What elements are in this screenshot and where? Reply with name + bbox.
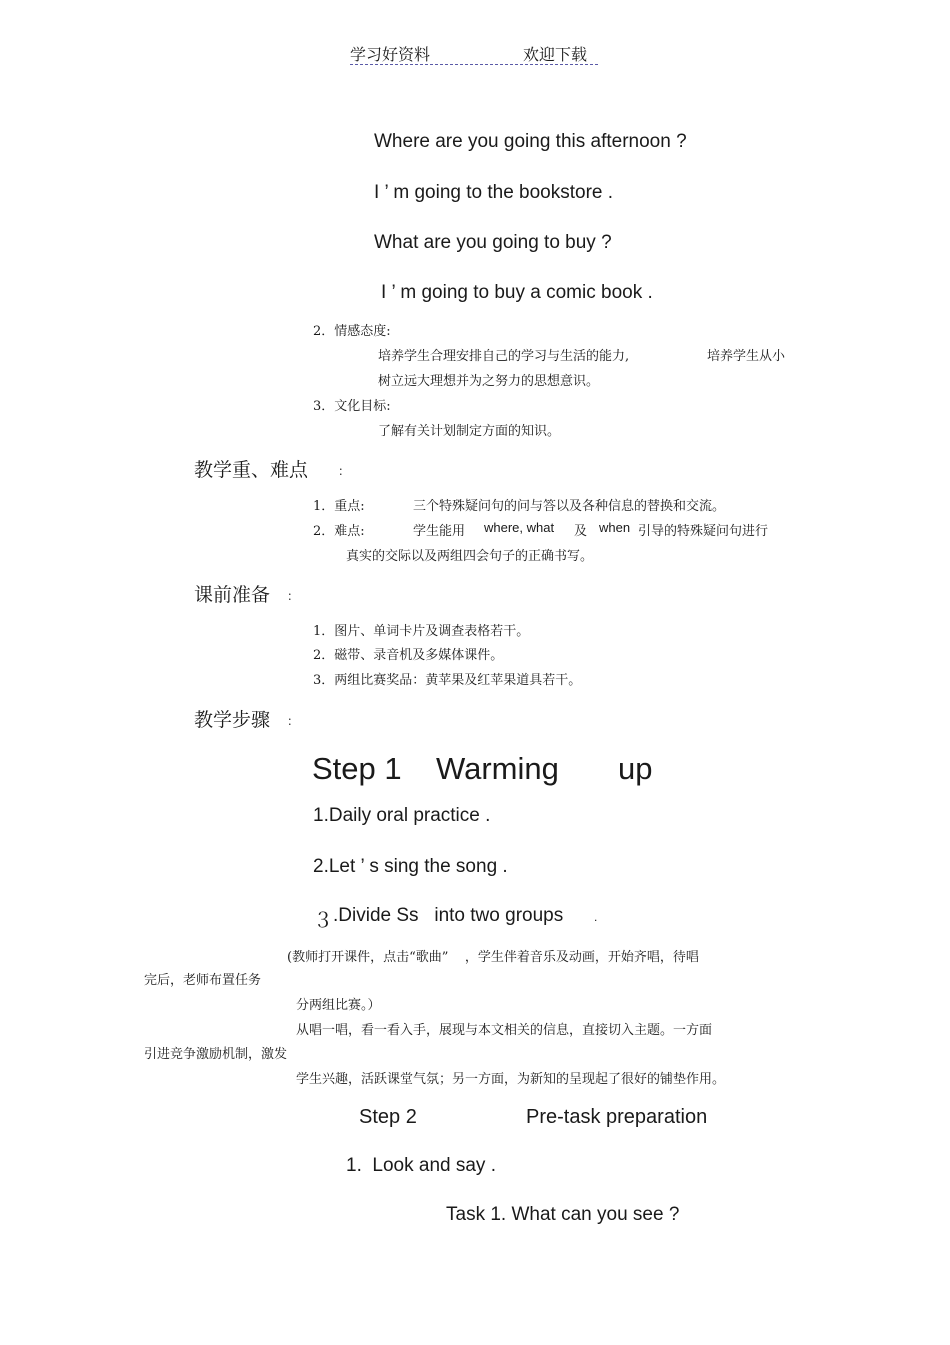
- step2-label: Step 2: [359, 1106, 417, 1128]
- header-dashed-underline: [350, 64, 598, 65]
- header-left: 学习好资料: [350, 45, 431, 64]
- header-right: 欢迎下载: [523, 45, 588, 64]
- note-p1-line1: (教师打开课件，点击“歌曲” ，学生伴着音乐及动画，开始齐唱，待唱: [287, 950, 699, 965]
- step1-item-2: 2.Let ’ s sing the song .: [313, 856, 508, 877]
- key-point-2-b: where, what: [484, 520, 555, 535]
- note-p1-line2: 完后，老师布置任务: [144, 973, 262, 988]
- dialogue-line-2: I ’ m going to the bookstore .: [374, 182, 614, 203]
- preparation-item-2: 2．磁带、录音机及多媒体课件。: [313, 648, 504, 663]
- step1-word1: Warming: [436, 751, 559, 786]
- culture-line1: 了解有关计划制定方面的知识。: [378, 424, 561, 439]
- steps-colon: ：: [287, 714, 300, 728]
- key-point-2-line2: 真实的交际以及两组四会句子的正确书写。: [346, 549, 594, 564]
- key-point-1-text: 三个特殊疑问句的问与答以及各种信息的替换和交流。: [413, 499, 726, 514]
- key-point-2-a: 学生能用: [413, 524, 466, 539]
- note-p1-line3: 分两组比赛。）: [296, 998, 381, 1013]
- step1-word2: up: [618, 751, 653, 786]
- emotion-line2: 树立远大理想并为之努力的思想意识。: [378, 374, 600, 389]
- key-points-colon: ：: [338, 464, 351, 478]
- note-p2-line1: 从唱一唱，看一看入手，展现与本文相关的信息，直接切入主题。一方面: [296, 1023, 713, 1038]
- step2-item-1: 1. Look and say .: [346, 1155, 496, 1176]
- emotion-line1b: 培养学生从小: [707, 349, 786, 364]
- key-point-2-d: when: [599, 520, 631, 535]
- key-points-heading: 教学重、难点: [194, 459, 309, 481]
- preparation-item-3: 3．两组比赛奖品：黄苹果及红苹果道具若干。: [313, 673, 582, 688]
- step1-item-3-num: ３: [313, 908, 333, 932]
- key-point-2-label: 2．难点:: [313, 524, 365, 539]
- key-point-2-c: 及: [574, 524, 588, 539]
- preparation-colon: ：: [287, 589, 300, 603]
- note-p2-line3: 学生兴趣，活跃课堂气氛；另一方面，为新知的呈现起了很好的铺垫作用。: [296, 1072, 726, 1087]
- step1-item-1: 1.Daily oral practice .: [313, 805, 491, 826]
- step1-label: Step 1: [312, 751, 402, 786]
- steps-heading: 教学步骤: [194, 709, 271, 731]
- key-point-2-e: 引导的特殊疑问句进行: [638, 524, 769, 539]
- note-p2-line2: 引进竞争激励机制，激发: [144, 1047, 288, 1062]
- emotion-label: 2．情感态度:: [313, 324, 391, 339]
- dialogue-line-4: I ’ m going to buy a comic book .: [381, 282, 653, 303]
- preparation-heading: 课前准备: [194, 584, 271, 606]
- step2-task-1: Task 1. What can you see ?: [446, 1204, 680, 1225]
- preparation-item-1: 1．图片、单词卡片及调查表格若干。: [313, 624, 530, 639]
- dialogue-line-3: What are you going to buy ?: [374, 232, 612, 253]
- dialogue-line-1: Where are you going this afternoon ?: [374, 131, 687, 152]
- culture-label: 3．文化目标:: [313, 399, 391, 414]
- step1-item-3-dot: .: [594, 910, 598, 924]
- step1-item-3-text: .Divide Ss into two groups: [333, 905, 564, 926]
- emotion-line1a: 培养学生合理安排自己的学习与生活的能力,: [378, 349, 630, 364]
- step2-title: Pre-task preparation: [526, 1106, 708, 1128]
- key-point-1-label: 1．重点:: [313, 499, 365, 514]
